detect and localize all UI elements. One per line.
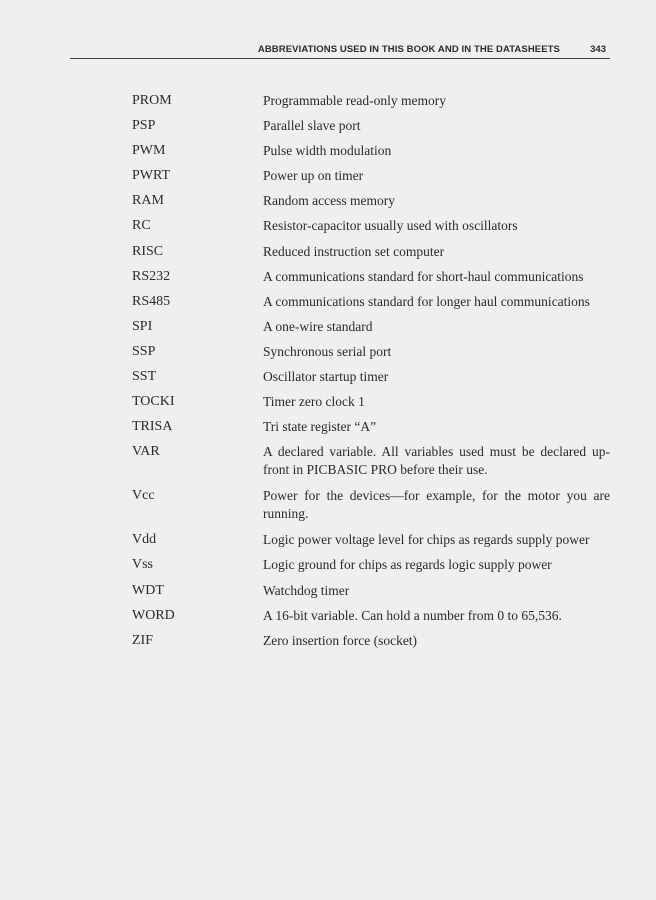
abbreviation-term: RAM [132,193,164,209]
abbreviation-term: PSP [132,118,156,134]
running-head [70,42,610,59]
abbreviation-definition: Timer zero clock 1 [263,394,365,410]
abbreviation-definition: Power up on timer [263,168,364,184]
abbreviation-row [132,167,610,185]
abbreviation-row [132,632,610,650]
abbreviation-definition: Parallel slave port [263,118,361,134]
abbreviation-row [132,293,610,311]
abbreviation-definition: A declared variable. All variables used must be declared up-front in PICBASIC PRO before their use. [263,444,610,477]
abbreviation-term: Vcc [132,488,155,504]
abbreviation-term: RC [132,218,151,234]
abbreviation-term: ZIF [132,632,153,648]
abbreviation-definition: A one-wire standard [263,318,373,334]
abbreviation-term: PWRT [132,168,171,184]
abbreviation-term: TRISA [132,419,173,435]
abbreviation-row [132,318,610,336]
running-head-title: ABBREVIATIONS USED IN THIS BOOK AND IN THE DATASHEETS [257,44,560,55]
abbreviation-row [132,343,610,361]
abbreviation-definition: A communications standard for short-haul communications [263,268,584,284]
abbreviation-row [132,268,610,286]
abbreviation-definition: Oscillator startup timer [263,369,389,385]
abbreviation-list [132,92,610,657]
abbreviation-row [132,92,610,110]
abbreviation-row [132,607,610,625]
abbreviation-definition: Resistor-capacitor usually used with oscillators [263,218,518,234]
abbreviation-term: SST [132,369,157,385]
abbreviation-definition: Power for the devices—for example, for the motor you are running. [263,488,610,521]
abbreviation-term: Vdd [132,532,157,548]
abbreviation-row [132,192,610,210]
abbreviation-row [132,443,610,478]
abbreviation-definition: Pulse width modulation [263,143,392,159]
abbreviation-definition: Reduced instruction set computer [263,243,445,259]
abbreviation-definition: Programmable read-only memory [263,93,446,108]
abbreviation-definition: Synchronous serial port [263,343,392,359]
abbreviation-term: RISC [132,243,164,259]
abbreviation-row [132,487,610,522]
abbreviation-term: RS232 [132,268,171,284]
abbreviation-definition: Logic power voltage level for chips as regards supply power [263,532,590,548]
abbreviation-definition: Zero insertion force (socket) [263,632,418,648]
abbreviation-definition: A communications standard for longer haul communications [263,293,590,309]
abbreviation-row [132,418,610,436]
abbreviation-definition: Tri state register “A” [263,419,377,435]
abbreviation-term: RS485 [132,293,171,309]
page-number: 343 [590,44,606,55]
abbreviation-row [132,117,610,135]
abbreviation-row [132,556,610,574]
abbreviation-term: PROM [132,93,172,108]
abbreviation-term: WORD [132,607,175,623]
abbreviation-term: TOCKI [132,394,175,410]
abbreviation-term: SSP [132,343,156,359]
abbreviation-row [132,217,610,235]
abbreviation-definition: Watchdog timer [263,582,350,598]
abbreviation-row [132,243,610,261]
abbreviation-definition: A 16-bit variable. Can hold a number from 0 to 65,536. [263,607,562,623]
abbreviation-row [132,531,610,549]
abbreviation-row [132,368,610,386]
abbreviation-term: Vss [132,557,154,573]
abbreviation-row [132,582,610,600]
abbreviation-row [132,393,610,411]
abbreviation-term: PWM [132,143,166,159]
abbreviation-definition: Random access memory [263,193,395,209]
abbreviation-definition: Logic ground for chips as regards logic supply power [263,557,552,573]
abbreviation-row [132,142,610,160]
abbreviation-term: VAR [132,444,160,460]
abbreviation-term: SPI [132,318,153,334]
abbreviation-term: WDT [132,582,164,598]
